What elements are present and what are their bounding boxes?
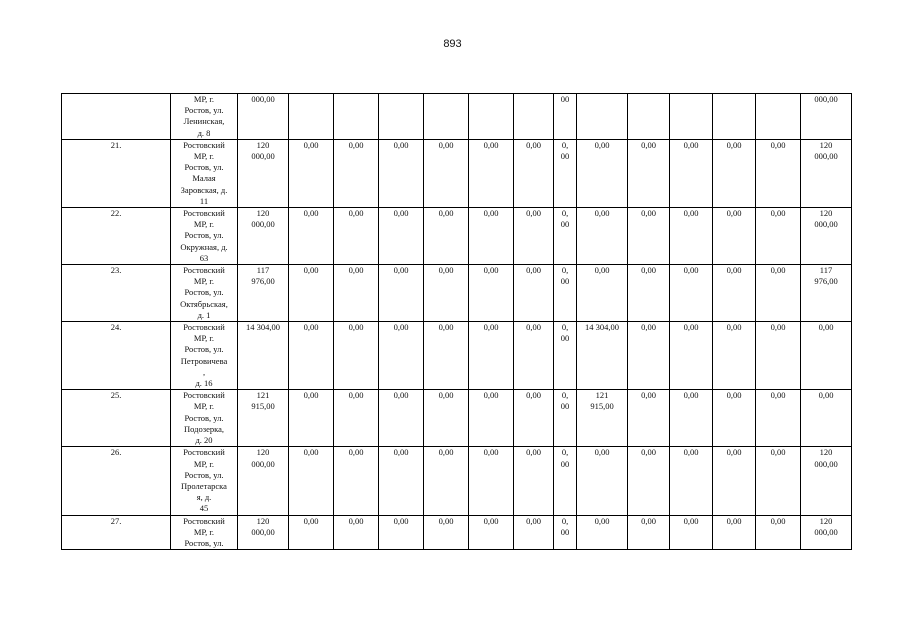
address-text: Ростовский МР, г. Ростов, ул. Пролетарска я, д. 45 [181, 447, 227, 514]
last-total-cell [801, 515, 852, 550]
value-cell: 0,00 [628, 447, 670, 515]
address-cell [171, 139, 238, 207]
table-row [62, 447, 852, 515]
value-cell: 0,00 [756, 139, 801, 207]
last-total-text: 120 000,00 [814, 139, 838, 162]
value-cell [424, 94, 469, 140]
total-cell [238, 208, 289, 265]
value-cell: 0,00 [713, 265, 756, 322]
value-cell: 0,00 [469, 139, 514, 207]
narrow-value-text: 0, 00 [560, 139, 570, 162]
value-cell: 0,00 [756, 390, 801, 447]
row-number-cell: 27. [62, 515, 171, 550]
narrow-value-cell [554, 208, 577, 265]
address-cell [171, 208, 238, 265]
address-text: Ростовский МР, г. Ростов, ул. Окружная, д. 63 [180, 208, 228, 263]
value-cell [514, 94, 554, 140]
value-cell: 0,00 [628, 390, 670, 447]
value-cell: 0,00 [756, 447, 801, 515]
value-cell: 0,00 [424, 447, 469, 515]
table-row [62, 390, 852, 447]
value-cell: 0,00 [379, 139, 424, 207]
last-total-cell [801, 447, 852, 515]
value-cell: 0,00 [670, 447, 713, 515]
row-number-cell: 25. [62, 390, 171, 447]
value-cell: 0,00 [289, 322, 334, 390]
total-cell [238, 515, 289, 550]
total-text: 120 000,00 [251, 139, 275, 162]
value-cell: 0,00 [379, 390, 424, 447]
value-cell: 0,00 [379, 265, 424, 322]
value-cell [577, 139, 628, 207]
value-cell: 0,00 [514, 322, 554, 390]
value-cell: 0,00 [334, 139, 379, 207]
value-cell: 0,00 [514, 265, 554, 322]
total-text: 120 000,00 [251, 447, 275, 469]
table-row [62, 265, 852, 322]
value-cell: 0,00 [469, 265, 514, 322]
total-cell [238, 322, 289, 390]
last-total-cell [801, 94, 852, 140]
value-cell: 0,00 [514, 390, 554, 447]
narrow-value-cell [554, 447, 577, 515]
value-cell: 0,00 [379, 208, 424, 265]
value-cell: 0,00 [424, 139, 469, 207]
value-cell: 0,00 [628, 265, 670, 322]
table-row [62, 208, 852, 265]
value-cell: 0,00 [334, 208, 379, 265]
narrow-value-text: 0, 00 [560, 515, 570, 537]
value-text: 0,00 [594, 208, 610, 219]
value-cell: 0,00 [628, 139, 670, 207]
table-row [62, 322, 852, 390]
value-cell: 0,00 [628, 208, 670, 265]
total-cell [238, 94, 289, 140]
row-number-cell [62, 94, 171, 140]
value-cell: 0,00 [670, 208, 713, 265]
value-cell: 0,00 [424, 322, 469, 390]
value-cell [713, 94, 756, 140]
value-cell: 0,00 [289, 515, 334, 550]
value-cell: 0,00 [713, 390, 756, 447]
value-cell [756, 94, 801, 140]
value-cell: 0,00 [289, 390, 334, 447]
address-cell [171, 322, 238, 390]
total-cell [238, 139, 289, 207]
total-text: 000,00 [251, 94, 275, 104]
last-total-text: 0,00 [818, 390, 834, 401]
address-text: МР, г. Ростов, ул. Ленинская, д. 8 [183, 94, 225, 138]
last-total-text: 000,00 [814, 94, 838, 104]
value-cell: 0,00 [670, 515, 713, 550]
row-number-cell: 21. [62, 139, 171, 207]
narrow-value-cell [554, 322, 577, 390]
value-cell: 0,00 [713, 322, 756, 390]
value-cell [628, 94, 670, 140]
value-cell: 0,00 [469, 447, 514, 515]
value-cell: 0,00 [334, 390, 379, 447]
value-cell [577, 447, 628, 515]
last-total-cell [801, 208, 852, 265]
value-cell [577, 322, 628, 390]
value-cell: 0,00 [424, 515, 469, 550]
value-cell: 0,00 [289, 447, 334, 515]
table-row [62, 139, 852, 207]
narrow-value-text: 0, 00 [560, 208, 570, 230]
value-cell [577, 515, 628, 550]
value-cell: 0,00 [628, 515, 670, 550]
address-text: Ростовский МР, г. Ростов, ул. Петровичева , д. 16 [180, 322, 228, 389]
total-cell [238, 447, 289, 515]
address-cell [171, 447, 238, 515]
address-cell [171, 515, 238, 550]
address-cell [171, 390, 238, 447]
value-cell: 0,00 [334, 322, 379, 390]
value-cell: 0,00 [379, 447, 424, 515]
value-cell [577, 390, 628, 447]
value-cell: 0,00 [424, 390, 469, 447]
value-cell: 0,00 [756, 208, 801, 265]
value-cell [577, 94, 628, 140]
value-cell: 0,00 [469, 515, 514, 550]
value-cell [469, 94, 514, 140]
page-number: 893 [443, 38, 462, 50]
value-text: 0,00 [594, 265, 610, 276]
value-cell: 0,00 [424, 265, 469, 322]
value-cell: 0,00 [713, 515, 756, 550]
value-cell: 0,00 [514, 139, 554, 207]
budget-table [61, 93, 852, 550]
narrow-value-cell [554, 139, 577, 207]
narrow-value-text: 0, 00 [560, 390, 570, 412]
address-text: Ростовский МР, г. Ростов, ул. Подозерка, д. 20 [183, 390, 225, 446]
total-cell [238, 265, 289, 322]
narrow-value-cell [554, 390, 577, 447]
table-row [62, 515, 852, 550]
narrow-value-text: 00 [560, 94, 570, 104]
narrow-value-text: 0, 00 [560, 322, 570, 344]
total-text: 121 915,00 [251, 390, 275, 412]
row-number-cell: 23. [62, 265, 171, 322]
value-text: 0,00 [594, 515, 610, 526]
address-cell [171, 265, 238, 322]
last-total-cell [801, 322, 852, 390]
last-total-cell [801, 139, 852, 207]
narrow-value-cell [554, 515, 577, 550]
last-total-cell [801, 390, 852, 447]
narrow-value-cell [554, 265, 577, 322]
value-cell: 0,00 [756, 322, 801, 390]
value-text: 0,00 [594, 139, 610, 150]
address-text: Ростовский МР, г. Ростов, ул. [183, 515, 225, 548]
value-cell [379, 94, 424, 140]
table-row [62, 94, 852, 140]
value-cell [577, 265, 628, 322]
row-number-cell: 26. [62, 447, 171, 515]
value-cell: 0,00 [289, 208, 334, 265]
total-text: 120 000,00 [251, 208, 275, 230]
narrow-value-text: 0, 00 [560, 447, 570, 469]
value-cell: 0,00 [670, 390, 713, 447]
row-number-cell: 24. [62, 322, 171, 390]
value-cell: 0,00 [379, 322, 424, 390]
value-text: 121 915,00 [590, 390, 614, 412]
value-cell: 0,00 [713, 447, 756, 515]
total-cell [238, 390, 289, 447]
last-total-text: 120 000,00 [814, 208, 838, 230]
value-cell [577, 208, 628, 265]
value-cell: 0,00 [469, 208, 514, 265]
value-cell: 0,00 [514, 208, 554, 265]
last-total-text: 117 976,00 [814, 265, 838, 287]
value-cell: 0,00 [756, 265, 801, 322]
value-cell: 0,00 [379, 515, 424, 550]
last-total-cell [801, 265, 852, 322]
value-cell [289, 94, 334, 140]
address-cell [171, 94, 238, 140]
address-text: Ростовский МР, г. Ростов, ул. Октябрьская, д. 1 [180, 265, 228, 320]
value-cell: 0,00 [334, 515, 379, 550]
total-text: 117 976,00 [251, 265, 275, 287]
last-total-text: 0,00 [818, 322, 834, 333]
value-cell: 0,00 [514, 515, 554, 550]
value-cell: 0,00 [713, 139, 756, 207]
value-cell: 0,00 [289, 265, 334, 322]
narrow-value-cell [554, 94, 577, 140]
narrow-value-text: 0, 00 [560, 265, 570, 287]
value-cell: 0,00 [628, 322, 670, 390]
value-cell: 0,00 [713, 208, 756, 265]
value-text: 0,00 [594, 447, 610, 458]
value-cell: 0,00 [514, 447, 554, 515]
value-cell: 0,00 [334, 265, 379, 322]
value-cell [334, 94, 379, 140]
value-cell: 0,00 [756, 515, 801, 550]
value-cell: 0,00 [670, 322, 713, 390]
value-cell: 0,00 [469, 322, 514, 390]
address-text: Ростовский МР, г. Ростов, ул. Малая Заровская, д. 11 [180, 139, 228, 206]
value-cell: 0,00 [424, 208, 469, 265]
value-cell: 0,00 [469, 390, 514, 447]
value-text: 14 304,00 [585, 322, 619, 333]
row-number-cell: 22. [62, 208, 171, 265]
last-total-text: 120 000,00 [814, 447, 838, 469]
last-total-text: 120 000,00 [814, 515, 838, 537]
total-text: 120 000,00 [251, 515, 275, 537]
value-cell: 0,00 [670, 265, 713, 322]
value-cell [670, 94, 713, 140]
value-cell: 0,00 [289, 139, 334, 207]
value-cell: 0,00 [670, 139, 713, 207]
value-cell: 0,00 [334, 447, 379, 515]
total-text: 14 304,00 [246, 322, 280, 333]
